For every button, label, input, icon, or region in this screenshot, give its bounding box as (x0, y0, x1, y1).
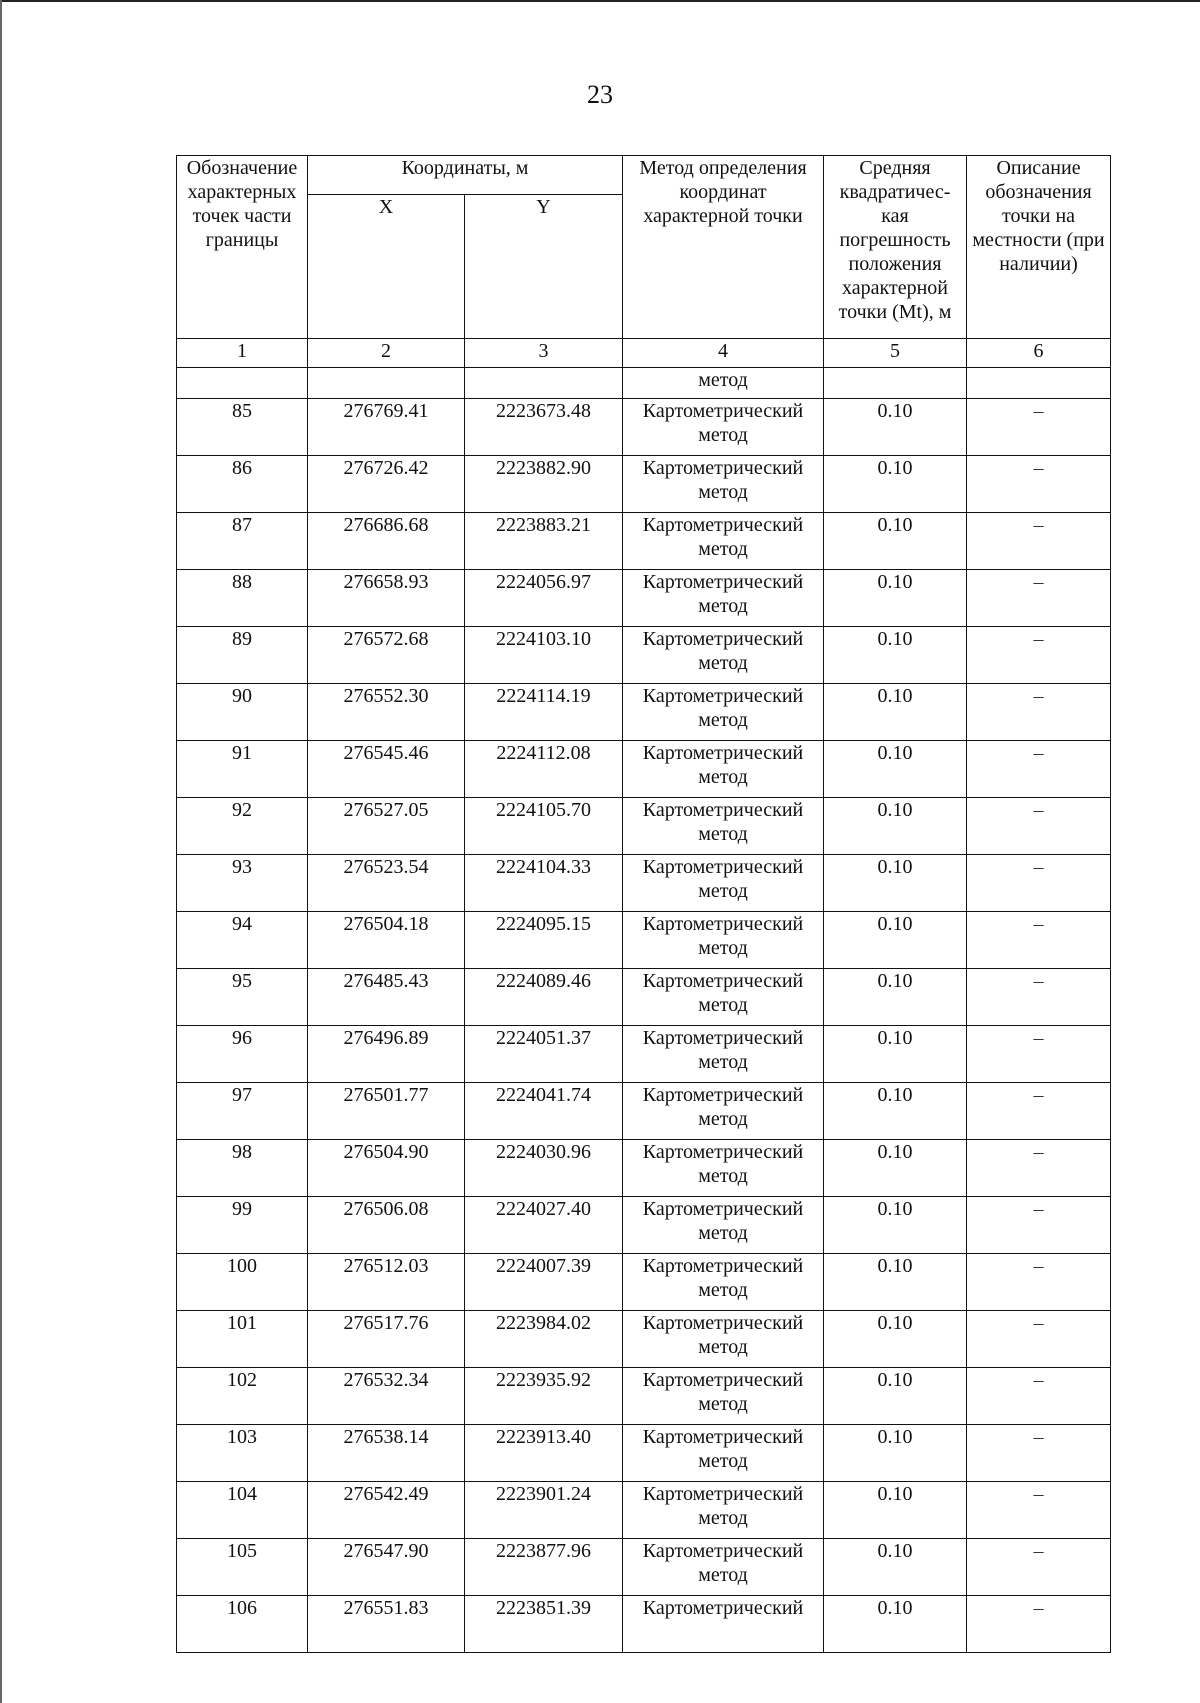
method-cell: Картометрический метод (623, 912, 824, 969)
description-cell: – (967, 1254, 1111, 1311)
y-coordinate-cell: 2224114.19 (465, 684, 623, 741)
header-row-1 (177, 156, 1111, 195)
table-row (177, 513, 1111, 570)
point-cell: 104 (177, 1482, 308, 1539)
method-cell: Картометрический метод (623, 684, 824, 741)
x-coordinate-cell: 276542.49 (308, 1482, 465, 1539)
description-cell: – (967, 684, 1111, 741)
empty-cell (967, 368, 1111, 399)
x-coordinate-cell: 276769.41 (308, 399, 465, 456)
description-cell: – (967, 969, 1111, 1026)
x-coordinate-cell: 276552.30 (308, 684, 465, 741)
x-coordinate-cell: 276532.34 (308, 1368, 465, 1425)
header-y: Y (465, 195, 623, 339)
column-number: 1 (177, 339, 308, 368)
method-cell: Картометрический метод (623, 1197, 824, 1254)
point-cell: 101 (177, 1311, 308, 1368)
table-row (177, 741, 1111, 798)
point-cell: 97 (177, 1083, 308, 1140)
method-cell: Картометрический метод (623, 969, 824, 1026)
x-coordinate-cell: 276547.90 (308, 1539, 465, 1596)
x-coordinate-cell: 276512.03 (308, 1254, 465, 1311)
y-coordinate-cell: 2224089.46 (465, 969, 623, 1026)
point-cell: 94 (177, 912, 308, 969)
x-coordinate-cell: 276538.14 (308, 1425, 465, 1482)
continuation-row (177, 368, 1111, 399)
mt-error-cell: 0.10 (824, 1596, 967, 1653)
point-cell: 105 (177, 1539, 308, 1596)
point-cell: 86 (177, 456, 308, 513)
mt-error-cell: 0.10 (824, 1140, 967, 1197)
table-row (177, 798, 1111, 855)
x-coordinate-cell: 276517.76 (308, 1311, 465, 1368)
header-designation: Обозначение характерных точек части границы (177, 156, 308, 339)
table-row (177, 1368, 1111, 1425)
mt-error-cell: 0.10 (824, 1425, 967, 1482)
table-row (177, 1425, 1111, 1482)
x-coordinate-cell: 276485.43 (308, 969, 465, 1026)
y-coordinate-cell: 2224007.39 (465, 1254, 623, 1311)
y-coordinate-cell: 2223851.39 (465, 1596, 623, 1653)
boundary-points-table (176, 155, 1111, 1653)
table-row (177, 456, 1111, 513)
method-cell: Картометрический метод (623, 741, 824, 798)
y-coordinate-cell: 2223901.24 (465, 1482, 623, 1539)
table-row (177, 969, 1111, 1026)
scan-edge-left (0, 0, 2, 1703)
y-coordinate-cell: 2223913.40 (465, 1425, 623, 1482)
description-cell: – (967, 513, 1111, 570)
header-description: Описание обозначения точки на местности (при наличии) (967, 156, 1111, 339)
column-number: 2 (308, 339, 465, 368)
x-coordinate-cell: 276572.68 (308, 627, 465, 684)
mt-error-cell: 0.10 (824, 1254, 967, 1311)
method-cell: Картометрический метод (623, 1539, 824, 1596)
mt-error-cell: 0.10 (824, 1197, 967, 1254)
y-coordinate-cell: 2224095.15 (465, 912, 623, 969)
column-number: 4 (623, 339, 824, 368)
description-cell: – (967, 912, 1111, 969)
x-coordinate-cell: 276523.54 (308, 855, 465, 912)
point-cell: 91 (177, 741, 308, 798)
y-coordinate-cell: 2223673.48 (465, 399, 623, 456)
method-cell: Картометрический метод (623, 456, 824, 513)
x-coordinate-cell: 276726.42 (308, 456, 465, 513)
method-cell: Картометрический метод (623, 570, 824, 627)
point-cell: 100 (177, 1254, 308, 1311)
description-cell: – (967, 1539, 1111, 1596)
y-coordinate-cell: 2224103.10 (465, 627, 623, 684)
point-cell: 98 (177, 1140, 308, 1197)
table-row (177, 570, 1111, 627)
description-cell: – (967, 456, 1111, 513)
point-cell: 96 (177, 1026, 308, 1083)
description-cell: – (967, 570, 1111, 627)
point-cell: 92 (177, 798, 308, 855)
header-error: Средняя квадратичес-кая погрешность положения характерной точки (Mt), м (824, 156, 967, 339)
description-cell: – (967, 1368, 1111, 1425)
description-cell: – (967, 1425, 1111, 1482)
x-coordinate-cell: 276545.46 (308, 741, 465, 798)
mt-error-cell: 0.10 (824, 912, 967, 969)
scan-edge-top (0, 0, 1200, 2)
x-coordinate-cell: 276551.83 (308, 1596, 465, 1653)
method-cell: Картометрический (623, 1596, 824, 1653)
mt-error-cell: 0.10 (824, 798, 967, 855)
table-row (177, 627, 1111, 684)
point-cell: 106 (177, 1596, 308, 1653)
description-cell: – (967, 741, 1111, 798)
point-cell: 102 (177, 1368, 308, 1425)
mt-error-cell: 0.10 (824, 1026, 967, 1083)
empty-cell (308, 368, 465, 399)
page-number: 23 (587, 80, 613, 109)
method-cell: Картометрический метод (623, 855, 824, 912)
mt-error-cell: 0.10 (824, 684, 967, 741)
y-coordinate-cell: 2223984.02 (465, 1311, 623, 1368)
method-cell: Картометрический метод (623, 1311, 824, 1368)
table-row (177, 1596, 1111, 1653)
x-coordinate-cell: 276527.05 (308, 798, 465, 855)
y-coordinate-cell: 2224051.37 (465, 1026, 623, 1083)
point-cell: 99 (177, 1197, 308, 1254)
column-number: 6 (967, 339, 1111, 368)
mt-error-cell: 0.10 (824, 627, 967, 684)
table-row (177, 399, 1111, 456)
method-cell: Картометрический метод (623, 1482, 824, 1539)
mt-error-cell: 0.10 (824, 1539, 967, 1596)
table-row (177, 1026, 1111, 1083)
mt-error-cell: 0.10 (824, 1368, 967, 1425)
point-cell: 103 (177, 1425, 308, 1482)
method-cell: Картометрический метод (623, 1083, 824, 1140)
table-row (177, 1311, 1111, 1368)
y-coordinate-cell: 2224027.40 (465, 1197, 623, 1254)
empty-cell (177, 368, 308, 399)
method-cell: Картометрический метод (623, 1140, 824, 1197)
method-cell: Картометрический метод (623, 1425, 824, 1482)
x-coordinate-cell: 276496.89 (308, 1026, 465, 1083)
method-cell: Картометрический метод (623, 513, 824, 570)
point-cell: 85 (177, 399, 308, 456)
x-coordinate-cell: 276658.93 (308, 570, 465, 627)
description-cell: – (967, 1140, 1111, 1197)
point-cell: 90 (177, 684, 308, 741)
mt-error-cell: 0.10 (824, 855, 967, 912)
header-x: X (308, 195, 465, 339)
y-coordinate-cell: 2224105.70 (465, 798, 623, 855)
point-cell: 87 (177, 513, 308, 570)
description-cell: – (967, 1311, 1111, 1368)
empty-cell (824, 368, 967, 399)
method-cell: Картометрический метод (623, 798, 824, 855)
table-row (177, 1197, 1111, 1254)
header-coordinates: Координаты, м (308, 156, 623, 195)
mt-error-cell: 0.10 (824, 741, 967, 798)
mt-error-cell: 0.10 (824, 1083, 967, 1140)
y-coordinate-cell: 2223882.90 (465, 456, 623, 513)
table-row (177, 1482, 1111, 1539)
empty-cell (465, 368, 623, 399)
mt-error-cell: 0.10 (824, 1482, 967, 1539)
y-coordinate-cell: 2223877.96 (465, 1539, 623, 1596)
method-cell: Картометрический метод (623, 1254, 824, 1311)
y-coordinate-cell: 2223935.92 (465, 1368, 623, 1425)
description-cell: – (967, 399, 1111, 456)
column-number: 5 (824, 339, 967, 368)
header-method: Метод определения координат характерной точки (623, 156, 824, 339)
x-coordinate-cell: 276506.08 (308, 1197, 465, 1254)
y-coordinate-cell: 2224030.96 (465, 1140, 623, 1197)
mt-error-cell: 0.10 (824, 399, 967, 456)
y-coordinate-cell: 2223883.21 (465, 513, 623, 570)
method-cell: Картометрический метод (623, 627, 824, 684)
table-row (177, 1539, 1111, 1596)
mt-error-cell: 0.10 (824, 1311, 967, 1368)
method-cell: Картометрический метод (623, 399, 824, 456)
column-numbers-row (177, 339, 1111, 368)
table-row (177, 1083, 1111, 1140)
table-row (177, 1140, 1111, 1197)
point-cell: 93 (177, 855, 308, 912)
x-coordinate-cell: 276501.77 (308, 1083, 465, 1140)
description-cell: – (967, 1026, 1111, 1083)
method-cell: Картометрический метод (623, 1368, 824, 1425)
y-coordinate-cell: 2224041.74 (465, 1083, 623, 1140)
point-cell: 95 (177, 969, 308, 1026)
description-cell: – (967, 1083, 1111, 1140)
table-row (177, 912, 1111, 969)
x-coordinate-cell: 276504.18 (308, 912, 465, 969)
y-coordinate-cell: 2224104.33 (465, 855, 623, 912)
method-cell: Картометрический метод (623, 1026, 824, 1083)
table-row (177, 855, 1111, 912)
y-coordinate-cell: 2224056.97 (465, 570, 623, 627)
point-cell: 89 (177, 627, 308, 684)
mt-error-cell: 0.10 (824, 570, 967, 627)
description-cell: – (967, 627, 1111, 684)
column-number: 3 (465, 339, 623, 368)
continuation-method: метод (623, 368, 824, 399)
description-cell: – (967, 798, 1111, 855)
y-coordinate-cell: 2224112.08 (465, 741, 623, 798)
description-cell: – (967, 1197, 1111, 1254)
description-cell: – (967, 855, 1111, 912)
x-coordinate-cell: 276686.68 (308, 513, 465, 570)
x-coordinate-cell: 276504.90 (308, 1140, 465, 1197)
description-cell: – (967, 1596, 1111, 1653)
table-row (177, 1254, 1111, 1311)
mt-error-cell: 0.10 (824, 456, 967, 513)
mt-error-cell: 0.10 (824, 969, 967, 1026)
point-cell: 88 (177, 570, 308, 627)
mt-error-cell: 0.10 (824, 513, 967, 570)
description-cell: – (967, 1482, 1111, 1539)
table-row (177, 684, 1111, 741)
